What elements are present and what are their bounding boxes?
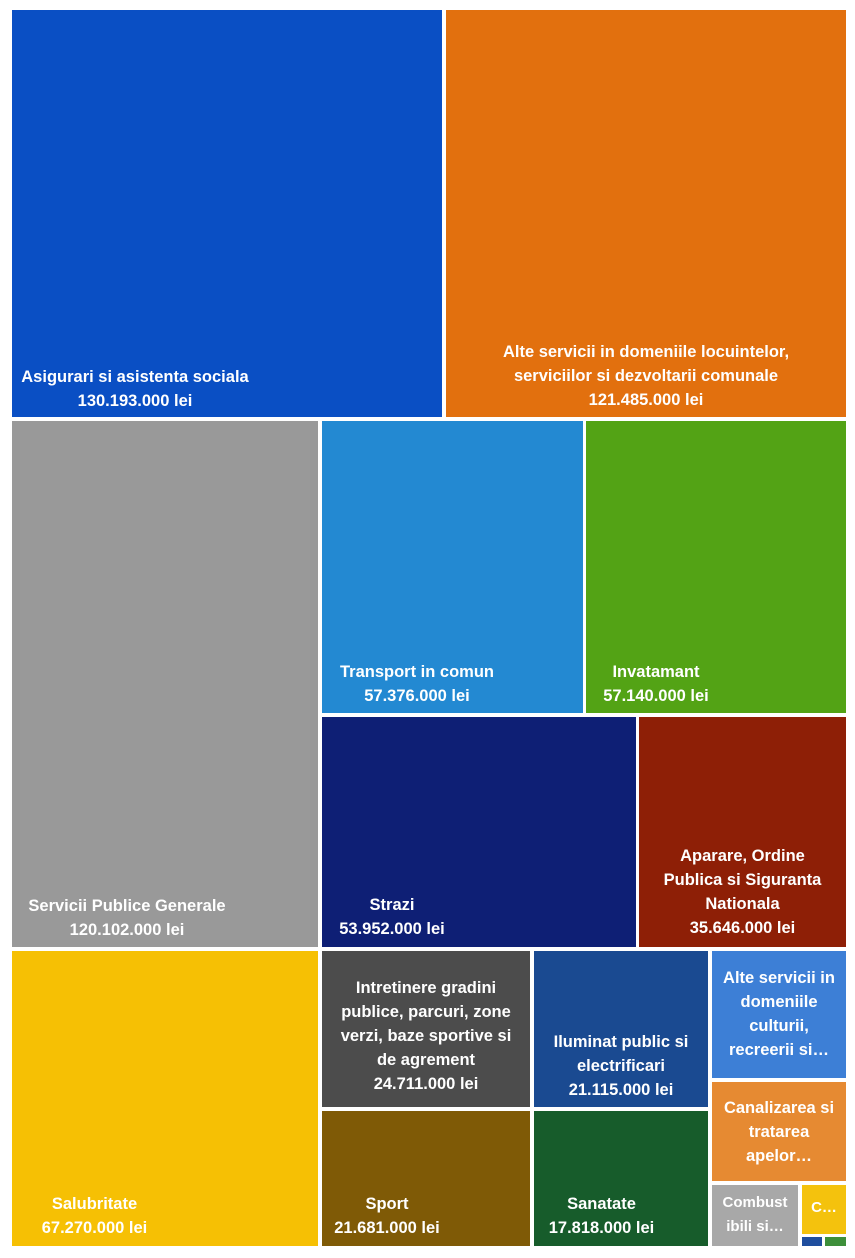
tile-label — [322, 893, 462, 941]
tile-label-line: domeniile — [740, 993, 818, 1011]
tile-label — [802, 1196, 846, 1220]
treemap-tile-servicii-publice — [12, 421, 318, 947]
tile-value: 120.102.000 lei — [69, 921, 185, 939]
tile-label-line: Publica si Siguranta — [663, 871, 822, 889]
tile-label-line: ibili si… — [726, 1218, 784, 1235]
tile-label — [322, 976, 530, 1096]
tile-label-line: serviciilor si dezvoltarii comunale — [513, 367, 779, 385]
tile-label-line: Asigurari si asistenta sociala — [21, 368, 249, 386]
tile-value: 67.270.000 lei — [41, 1219, 148, 1237]
tile-label-line: Canalizarea si — [723, 1099, 835, 1117]
tile-label-line: Combust — [722, 1194, 788, 1211]
tile-label-line: culturii, — [749, 1017, 809, 1035]
tile-label-line: recreerii si… — [729, 1041, 829, 1059]
tile-value: 35.646.000 lei — [689, 919, 796, 937]
tile-label — [712, 1096, 846, 1168]
tile-label-line: Iluminat public si — [553, 1033, 689, 1051]
tile-value: 57.376.000 lei — [364, 687, 470, 705]
tile-label-line: Aparare, Ordine — [680, 847, 805, 865]
tile-label-line: Invatamant — [612, 663, 700, 681]
tile-label — [712, 1191, 798, 1239]
tile-value: 24.711.000 lei — [373, 1075, 479, 1093]
tile-label-line: publice, parcuri, zone — [341, 1003, 511, 1021]
tile-label-line: apelor… — [745, 1147, 813, 1165]
treemap-tile-tiny-green — [825, 1237, 846, 1246]
treemap-tile-asigurari — [12, 10, 442, 417]
tile-label — [20, 365, 250, 413]
tile-value: 21.115.000 lei — [568, 1081, 674, 1099]
tile-label-line: Sanatate — [567, 1195, 636, 1213]
tile-label — [534, 1030, 708, 1102]
tile-label-line: Nationala — [705, 895, 780, 913]
tile-label-line: tratarea — [748, 1123, 810, 1141]
tile-label — [322, 1192, 452, 1240]
tile-label-line: Intretinere gradini — [355, 979, 497, 997]
tile-label — [446, 340, 846, 412]
tile-label — [639, 844, 846, 940]
tile-value: 53.952.000 lei — [339, 920, 445, 938]
tile-label-line: Alte servicii in — [723, 969, 835, 987]
tile-value: 121.485.000 lei — [588, 391, 704, 409]
tile-label — [586, 660, 726, 708]
tile-value: 57.140.000 lei — [603, 687, 709, 705]
tile-label — [534, 1192, 669, 1240]
tile-label-line: Salubritate — [51, 1195, 138, 1213]
tile-label-line: C… — [811, 1199, 837, 1216]
tile-value: 17.818.000 lei — [548, 1219, 655, 1237]
tile-label — [12, 1192, 177, 1240]
tile-label — [12, 894, 242, 942]
tile-label — [712, 966, 846, 1062]
treemap-tile-tiny-blue — [802, 1237, 822, 1246]
tile-label-line: Alte servicii in domeniile locuintelor, — [502, 343, 790, 361]
tile-label-line: Sport — [365, 1195, 409, 1213]
tile-label-line: electrificari — [576, 1057, 666, 1075]
tile-label-line: Servicii Publice Generale — [28, 897, 226, 915]
tile-label-line: de agrement — [376, 1051, 476, 1069]
tile-label-line: Strazi — [369, 896, 415, 914]
tile-label — [322, 660, 512, 708]
tile-value: 21.681.000 lei — [334, 1219, 440, 1237]
tile-label-line: verzi, baze sportive si — [340, 1027, 512, 1045]
tile-label-line: Transport in comun — [339, 663, 494, 681]
tile-value: 130.193.000 lei — [77, 392, 193, 410]
